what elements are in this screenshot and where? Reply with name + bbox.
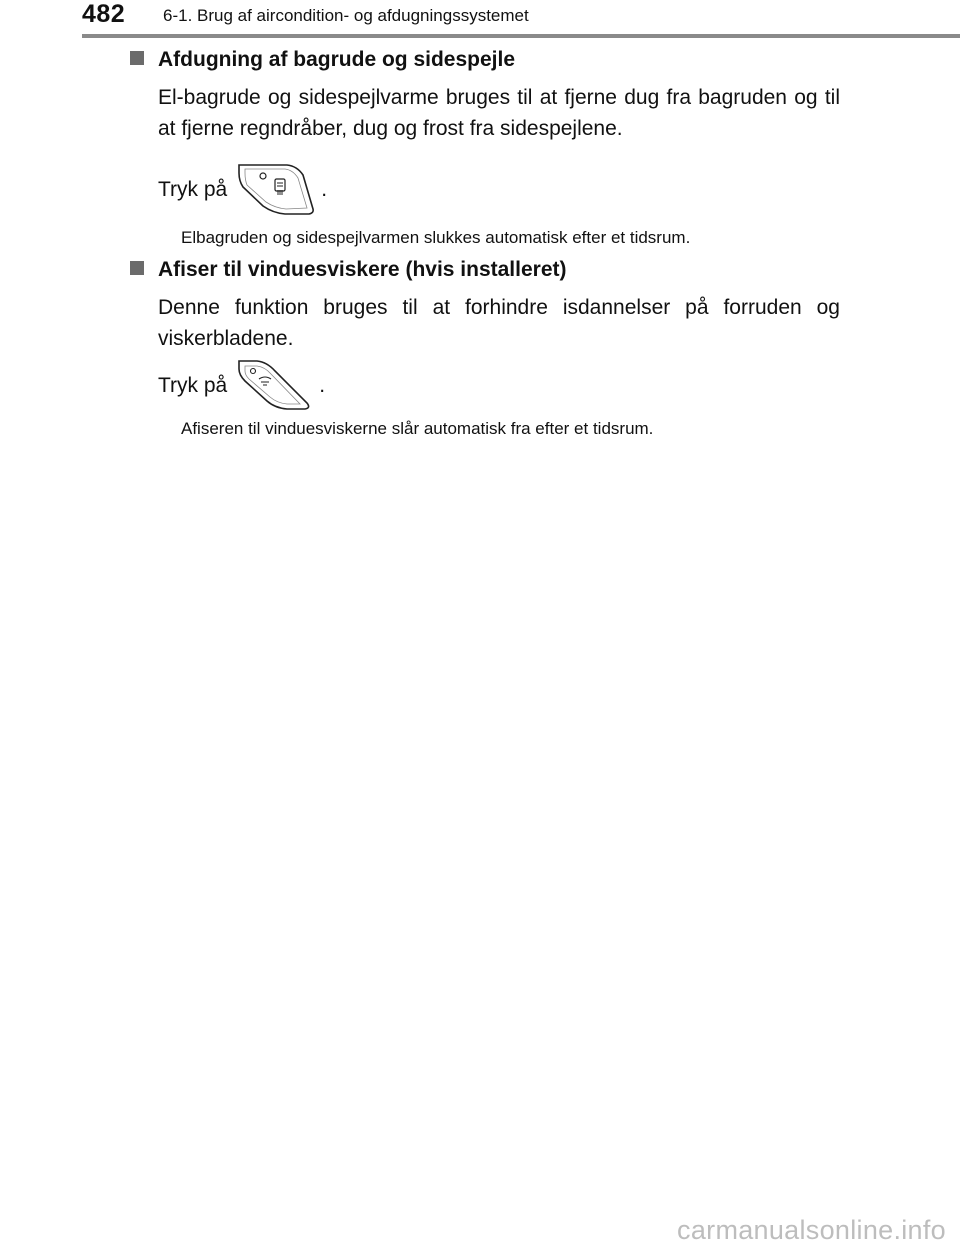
section-note-defogger: Elbagruden og sidespejlvarmen slukkes automatisk efter et tidsrum.: [181, 228, 691, 247]
header-rule: [82, 34, 960, 38]
press-instruction-defogger: [158, 162, 327, 218]
rear-window-defogger-icon: [237, 163, 315, 217]
square-bullet-icon: [130, 261, 144, 275]
section-heading-text: Afiser til vinduesviskere (hvis installeret): [158, 258, 567, 281]
press-prefix: Tryk på: [158, 374, 228, 397]
chapter-title: 6-1. Brug af aircondition- og afdugningssystemet: [163, 6, 529, 25]
section-note-deicer: Afiseren til vinduesviskerne slår automatisk fra efter et tidsrum.: [181, 419, 654, 438]
section-heading-deicer: [130, 258, 567, 282]
press-instruction-deicer: [158, 358, 325, 414]
press-suffix: .: [321, 178, 328, 201]
section-heading-defogger: [130, 48, 515, 72]
section-heading-text: Afdugning af bagrude og sidespejle: [158, 48, 516, 71]
section-body-deicer: Denne funktion bruges til at forhindre isdannelser på forruden og viskerbladene.: [158, 296, 840, 350]
windshield-wiper-deicer-icon: [237, 359, 313, 413]
square-bullet-icon: [130, 51, 144, 65]
section-body-defogger: El-bagrude og sidespejlvarme bruges til at fjerne dug fra bagruden og til at fjerne regndråber, dug og frost fra sidespejlene.: [158, 86, 840, 140]
press-prefix: Tryk på: [158, 178, 228, 201]
press-suffix: .: [319, 374, 326, 397]
page-number: 482: [82, 0, 126, 28]
watermark: carmanualsonline.info: [677, 1215, 946, 1245]
